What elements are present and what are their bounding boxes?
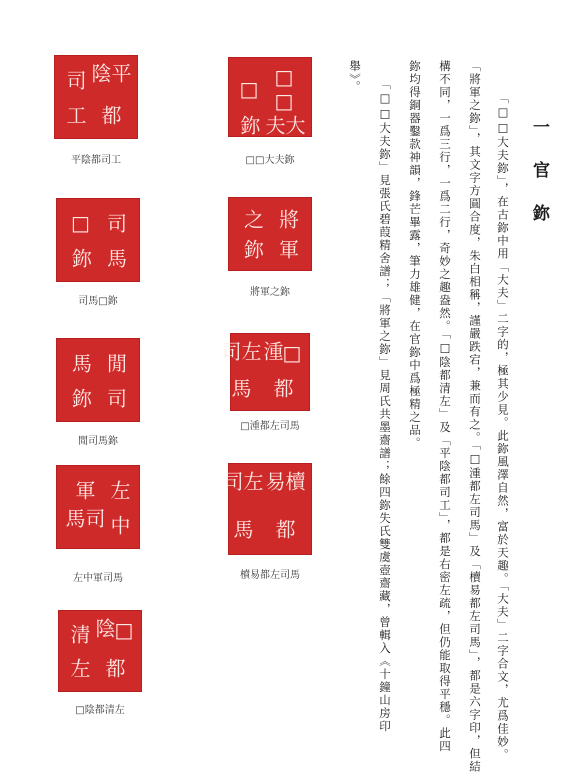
seal-glyph: 工 xyxy=(63,104,87,125)
seal-caption: 司馬□鉨 xyxy=(78,296,118,307)
text-column-6: 舉》。 xyxy=(348,60,362,94)
seal-kuiyi-glyphs xyxy=(220,471,306,547)
seal-glyph: 左司 xyxy=(218,341,262,361)
seal-glyph: □陰 xyxy=(92,618,136,642)
seal-caption: 閒司馬鉨 xyxy=(78,436,118,447)
seal-glyph: 都 xyxy=(98,104,122,125)
seal-caption: □陰都清左 xyxy=(75,705,125,716)
seal-pingyin-glyphs xyxy=(62,63,130,131)
seal-glyph: 馬 xyxy=(103,247,128,268)
seal-glyph: □ xyxy=(237,77,261,101)
section-heading: 一 官 鉨 xyxy=(529,118,549,231)
seal-glyph: 櫝易 xyxy=(262,471,306,491)
seal-glyph: □湩 xyxy=(260,341,304,365)
seal-caption: 將軍之鉨 xyxy=(250,287,290,298)
seal-glyph: 鉨 xyxy=(240,239,265,259)
seal-jiangjun-glyphs xyxy=(236,205,304,263)
seal-glyph: 左 xyxy=(107,479,131,500)
seal-glyph: □ xyxy=(68,210,93,235)
seal-glyph: 閒 xyxy=(103,352,128,373)
seal-wensima xyxy=(56,338,140,422)
seal-glyph: 鉨 xyxy=(68,247,93,268)
seal-glyph: 司 xyxy=(103,212,128,233)
seal-kuiyi xyxy=(220,463,312,555)
seal-glyph: 司馬 xyxy=(62,508,106,528)
seal-glyph: 之 xyxy=(240,209,265,229)
seal-glyph: 左 xyxy=(67,658,91,678)
text-column-5: 「□□大夫鉨」見張氏碧葭精舍譜；「將軍之鉨」見周氏共墨齋譜；餘四鉨失氏雙虞壺齋藏，曾輯入《十鐘山房印 xyxy=(378,78,392,733)
seal-caption: □湩都左司馬 xyxy=(240,421,300,432)
text-column-1: 「□□大夫鉨」，在古鉨中用「大夫」二字的，極其少見。此鉨風澤自然，富於天趣。「大夫」二字合文，尤爲佳妙。 xyxy=(496,92,510,762)
seal-glyph: 軍 xyxy=(275,239,300,259)
text-column-2: 「將軍之鉨」，其文字方圓合度，朱白相稱，謹嚴跌宕，兼而有之。「□湩都左司馬」及「櫝易都左司馬」，都是六字印，但結 xyxy=(468,60,482,774)
seal-caption: □□大夫鉨 xyxy=(245,155,295,166)
seal-jiangjun xyxy=(228,197,312,271)
seal-sima xyxy=(56,198,140,282)
seal-caption: 櫝易都左司馬 xyxy=(240,570,300,581)
seal-caption: 平陰都司工 xyxy=(71,155,121,166)
seal-yongdu-glyphs xyxy=(218,341,304,403)
seal-glyph: 左司 xyxy=(220,471,264,491)
seal-glyph: 中 xyxy=(107,514,131,535)
seal-glyph: 都 xyxy=(102,658,126,678)
seal-dafu xyxy=(228,57,312,137)
seal-glyph: 將 xyxy=(275,209,300,229)
seal-glyph: 馬 xyxy=(68,352,93,373)
seal-glyph: 司 xyxy=(63,69,87,90)
seal-glyph: 馬 xyxy=(228,378,252,398)
seal-glyph: 軍 xyxy=(72,479,96,500)
seal-glyph: 都 xyxy=(272,518,296,539)
seal-glyph: 鉨 xyxy=(237,115,261,135)
seal-sima-glyphs xyxy=(64,206,132,274)
seal-glyph: 司 xyxy=(103,387,128,408)
seal-glyph: 大夫 xyxy=(262,115,306,135)
seal-glyph: □□ xyxy=(272,65,296,113)
seal-yinduqing-glyphs xyxy=(66,618,134,684)
seal-dafu-glyphs xyxy=(236,65,306,135)
seal-glyph: 都 xyxy=(270,378,294,398)
seal-yinduqing xyxy=(58,610,142,692)
seal-pingyin xyxy=(54,55,138,139)
seal-glyph: 鉨 xyxy=(68,387,93,408)
seal-glyph: 平陰 xyxy=(88,63,132,83)
seal-caption: 左中軍司馬 xyxy=(73,573,123,584)
seal-glyph: 清 xyxy=(67,624,91,644)
seal-yongdu xyxy=(218,333,310,411)
seal-wensima-glyphs xyxy=(64,346,132,414)
text-column-4: 鉨均得銅器鑿款神韻，鋒芒畢露，筆力雄健，在官鉨中爲極精之品。 xyxy=(408,60,422,450)
text-column-3: 構不同，一爲三行，一爲二行，奇妙之趣盎然。「□陰都清左」及「平陰都司工」，都是右密左疏，但仍能取得平穩。此四 xyxy=(438,60,452,753)
seal-glyph: 馬 xyxy=(230,518,254,539)
seal-zuozhong-glyphs xyxy=(64,473,132,541)
seal-zuozhong xyxy=(56,465,140,549)
